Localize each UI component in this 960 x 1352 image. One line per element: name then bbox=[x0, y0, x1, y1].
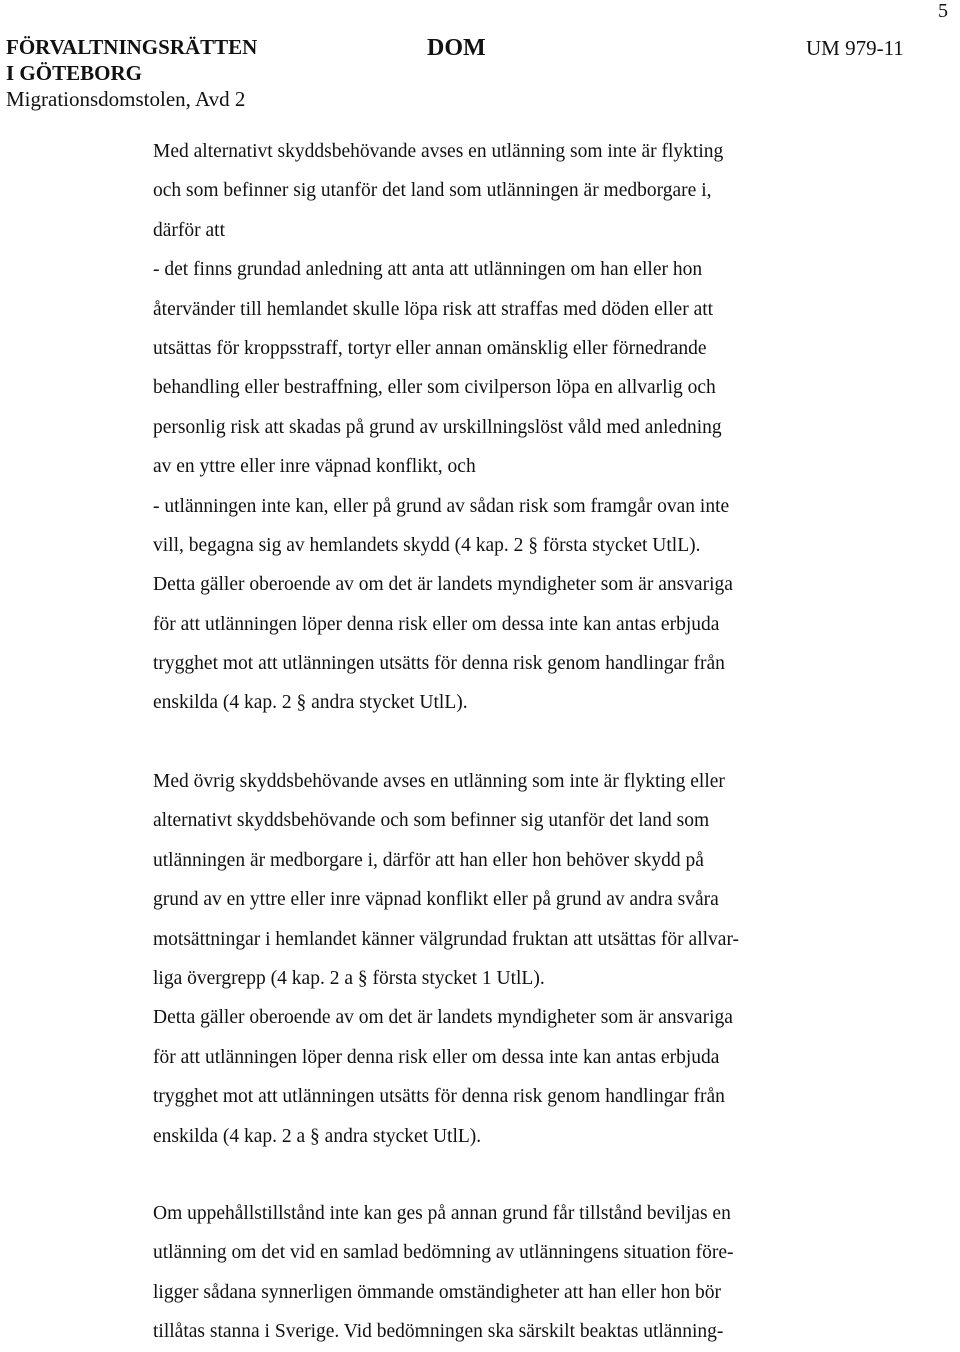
court-name-line-1: FÖRVALTNINGSRÄTTEN bbox=[6, 35, 258, 59]
court-division: Migrationsdomstolen, Avd 2 bbox=[6, 87, 246, 111]
text-line: och som befinner sig utanför det land som utlänningen är medborgare i, bbox=[153, 180, 712, 202]
text-line: personlig risk att skadas på grund av urskillningslöst våld med anledning bbox=[153, 416, 722, 438]
text-line: ligger sådana synnerligen ömmande omständigheter att han eller hon bör bbox=[153, 1281, 722, 1303]
text-line: enskilda (4 kap. 2 a § andra stycket UtlL). bbox=[153, 1125, 482, 1147]
court-name bbox=[6, 34, 257, 86]
text-line: behandling eller bestraffning, eller som civilperson löpa en allvarlig och bbox=[153, 377, 716, 399]
case-number: UM 979-11 bbox=[806, 36, 904, 60]
text-line: motsättningar i hemlandet känner välgrundad fruktan att utsättas för allvar- bbox=[153, 928, 740, 950]
text-line: utlänning om det vid en samlad bedömning av utlänningens situation före- bbox=[153, 1242, 734, 1264]
text-line: vill, begagna sig av hemlandets skydd (4 kap. 2 § första stycket UtlL). bbox=[153, 534, 701, 556]
paragraph-residence-permit bbox=[153, 1194, 943, 1352]
text-line: grund av en yttre eller inre väpnad konflikt eller på grund av andra svåra bbox=[153, 889, 719, 911]
text-line: - utlänningen inte kan, eller på grund av sådan risk som framgår ovan inte bbox=[153, 495, 730, 517]
text-line: alternativt skyddsbehövande och som befinner sig utanför det land som bbox=[153, 810, 710, 832]
text-line: därför att bbox=[153, 219, 226, 241]
document-type: DOM bbox=[427, 35, 486, 61]
paragraph-alternative-protection bbox=[153, 132, 943, 723]
text-line: utsättas för kroppsstraff, tortyr eller annan omänsklig eller förnedrande bbox=[153, 337, 707, 359]
text-line: trygghet mot att utlänningen utsätts för denna risk genom handlingar från bbox=[153, 653, 725, 675]
text-line: Med alternativt skyddsbehövande avses en utlänning som inte är flykting bbox=[153, 141, 724, 162]
paragraph-other-protection bbox=[153, 762, 943, 1156]
text-line: liga övergrepp (4 kap. 2 a § första stycket 1 UtlL). bbox=[153, 967, 545, 989]
text-line: återvänder till hemlandet skulle löpa risk att straffas med döden eller att bbox=[153, 298, 714, 320]
text-line: Med övrig skyddsbehövande avses en utlänning som inte är flykting eller bbox=[153, 771, 725, 792]
text-line: enskilda (4 kap. 2 § andra stycket UtlL). bbox=[153, 692, 468, 714]
text-line: Detta gäller oberoende av om det är landets myndigheter som är ansvariga bbox=[153, 574, 733, 596]
text-line: för att utlänningen löper denna risk eller om dessa inte kan antas erbjuda bbox=[153, 1046, 720, 1068]
page-number: 5 bbox=[938, 0, 948, 22]
text-line: tillåtas stanna i Sverige. Vid bedömningen ska särskilt beaktas utlänning- bbox=[153, 1321, 724, 1343]
text-line: trygghet mot att utlänningen utsätts för denna risk genom handlingar från bbox=[153, 1086, 725, 1108]
text-line: Detta gäller oberoende av om det är landets myndigheter som är ansvariga bbox=[153, 1007, 733, 1029]
text-line: av en yttre eller inre väpnad konflikt, och bbox=[153, 456, 476, 478]
text-line: utlänningen är medborgare i, därför att han eller hon behöver skydd på bbox=[153, 849, 704, 871]
text-line: för att utlänningen löper denna risk eller om dessa inte kan antas erbjuda bbox=[153, 613, 720, 635]
court-name-line-2: I GÖTEBORG bbox=[6, 61, 142, 85]
text-line: - det finns grundad anledning att anta att utlänningen om han eller hon bbox=[153, 259, 703, 281]
text-line: Om uppehållstillstånd inte kan ges på annan grund får tillstånd beviljas en bbox=[153, 1203, 731, 1224]
